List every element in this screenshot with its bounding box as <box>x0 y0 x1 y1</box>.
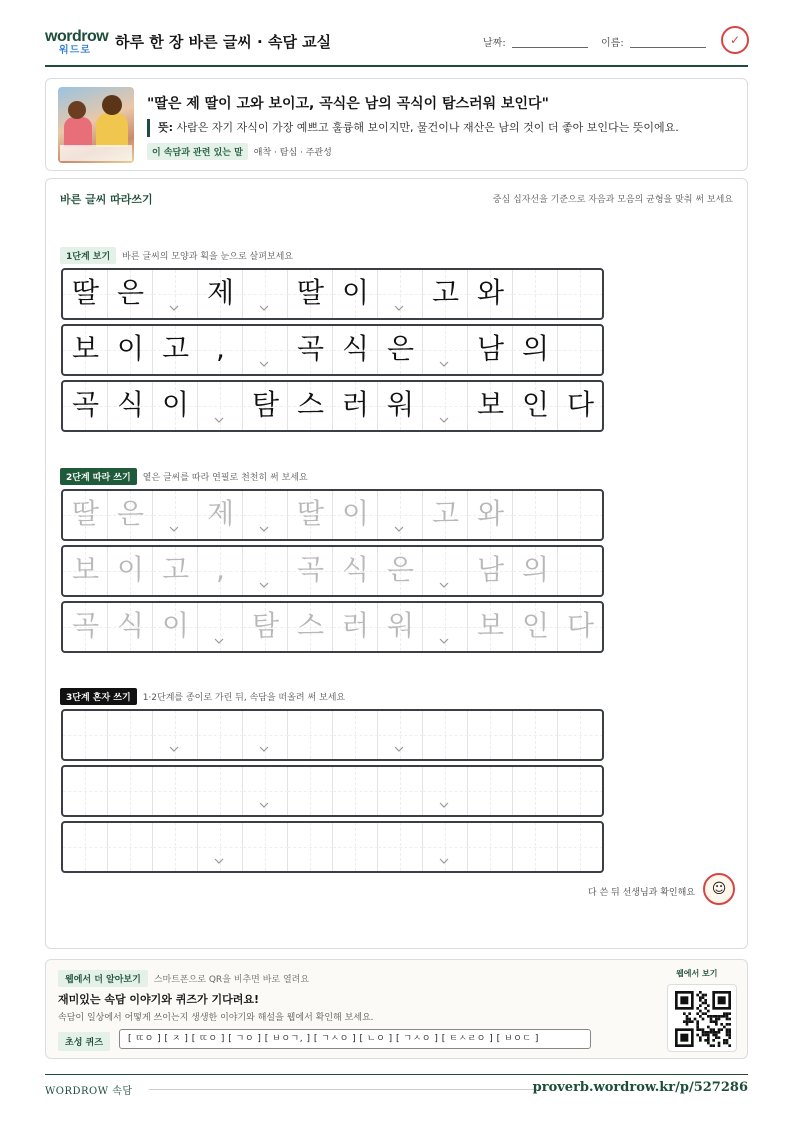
space-mark-icon <box>439 360 449 368</box>
row-char: 은 <box>386 332 415 365</box>
row-char: , <box>216 553 225 586</box>
name-field[interactable] <box>601 34 706 49</box>
grid-cell[interactable] <box>558 491 603 539</box>
row-char: 고 <box>161 553 190 586</box>
grid-cell[interactable] <box>378 603 423 651</box>
space-mark-icon <box>439 416 449 424</box>
wordrow-logo <box>45 28 107 58</box>
grid-cell[interactable] <box>63 491 108 539</box>
practice-hint: 중심 십자선을 기준으로 자음과 모음의 균형을 맞춰 써 보세요 <box>492 195 733 205</box>
grid-cell[interactable] <box>378 823 423 871</box>
grid-cell[interactable] <box>153 711 198 759</box>
grid-cell[interactable] <box>423 491 468 539</box>
grid-cell[interactable] <box>378 711 423 759</box>
footer-url[interactable]: proverb.wordrow.kr/p/527286 <box>532 1080 748 1095</box>
grid-cell <box>513 270 558 318</box>
web-tag-desc: 스마트폰으로 QR을 비추면 바로 열려요 <box>153 975 310 985</box>
space-mark-icon <box>169 304 179 312</box>
grid-cell[interactable] <box>333 823 378 871</box>
grid-cell <box>468 326 513 374</box>
web-subtext: 속담이 일상에서 어떻게 쓰이는지 생생한 이야기와 해설을 웹에서 확인해 보세요. <box>58 1013 374 1023</box>
grid-cell[interactable] <box>288 603 333 651</box>
grid-cell <box>333 326 378 374</box>
web-tag <box>58 970 309 987</box>
grid-cell <box>288 382 333 430</box>
grid-cell[interactable] <box>63 823 108 871</box>
row-char: 이 <box>341 497 370 530</box>
row-char: 와 <box>476 276 505 309</box>
grid-cell <box>243 326 288 374</box>
row-char: 고 <box>161 332 190 365</box>
row-char: 러 <box>341 609 370 642</box>
grid-cell[interactable] <box>63 767 108 815</box>
row-char: 의 <box>521 332 550 365</box>
row-char: 보 <box>476 609 505 642</box>
row-char: 식 <box>341 332 370 365</box>
grid-cell[interactable] <box>558 767 603 815</box>
grid-cell[interactable] <box>468 547 513 595</box>
footer-brand: WORDROW 속담 <box>45 1086 133 1097</box>
row-char: 스 <box>296 388 325 421</box>
grid-cell[interactable] <box>63 603 108 651</box>
row-char: 은 <box>116 276 145 309</box>
related-label: 이 속담과 관련 있는 말 <box>147 143 248 160</box>
grid-cell[interactable] <box>198 603 243 651</box>
step-1-desc: 바른 글씨의 모양과 획을 눈으로 살펴보세요 <box>122 252 293 262</box>
space-mark-icon <box>394 745 404 753</box>
date-label: 날짜: <box>483 38 506 49</box>
row-char: 남 <box>476 553 505 586</box>
grid-cell[interactable] <box>198 823 243 871</box>
grid-cell[interactable] <box>243 491 288 539</box>
row-char: 고 <box>431 276 460 309</box>
grid-cell[interactable] <box>198 711 243 759</box>
space-mark-icon <box>259 745 269 753</box>
grid-cell[interactable] <box>108 491 153 539</box>
grid-cell[interactable] <box>333 767 378 815</box>
space-mark-icon <box>169 745 179 753</box>
page-footer <box>45 1074 748 1098</box>
row-char: 곡 <box>71 388 100 421</box>
grid-cell[interactable] <box>423 823 468 871</box>
page-title: 하루 한 장 바른 글씨 · 속담 교실 <box>115 33 332 51</box>
grid-cell[interactable] <box>108 603 153 651</box>
row-char: 딸 <box>296 276 325 309</box>
grid-cell[interactable] <box>558 547 603 595</box>
grid-cell[interactable] <box>513 711 558 759</box>
check-stamp-icon: ✓ <box>721 26 749 54</box>
grid-cell[interactable] <box>378 491 423 539</box>
grid-cell <box>333 270 378 318</box>
row-char: 탐 <box>251 388 280 421</box>
grid-cell[interactable] <box>333 491 378 539</box>
grid-cell[interactable] <box>153 767 198 815</box>
date-line[interactable] <box>512 47 588 48</box>
grid-cell[interactable] <box>243 603 288 651</box>
row-char: 이 <box>161 388 190 421</box>
meaning-text: 사람은 자기 자식이 가장 예쁘고 훌륭해 보이지만, 물건이나 재산은 남의 것이 더 좋아 보인다는 뜻이에요. <box>176 121 679 134</box>
grid-cell[interactable] <box>153 603 198 651</box>
step-2 <box>60 468 308 485</box>
grid-cell <box>153 270 198 318</box>
step-3-desc: 1·2단계를 종이로 가린 뒤, 속담을 떠올려 써 보세요 <box>142 693 346 703</box>
teacher-stamp-icon: ☺ <box>703 873 735 905</box>
grid-cell[interactable] <box>513 547 558 595</box>
row-char: 딸 <box>71 276 100 309</box>
grid-cell <box>423 382 468 430</box>
grid-cell[interactable] <box>153 823 198 871</box>
grid-cell[interactable] <box>333 547 378 595</box>
grid-cell[interactable] <box>243 767 288 815</box>
related-text: 애착 · 탐심 · 주관성 <box>253 148 332 158</box>
grid-cell[interactable] <box>63 711 108 759</box>
logo-korean: 워드로 <box>59 45 91 56</box>
grid-cell[interactable] <box>288 711 333 759</box>
grid-cell[interactable] <box>288 491 333 539</box>
grid-cell <box>198 326 243 374</box>
grid-cell <box>153 382 198 430</box>
row-char: 러 <box>341 388 370 421</box>
grid-cell[interactable] <box>108 767 153 815</box>
step-3 <box>60 688 345 705</box>
space-mark-icon <box>259 525 269 533</box>
grid-cell <box>198 382 243 430</box>
proverb-card <box>45 78 748 171</box>
grid-cell <box>378 382 423 430</box>
grid-cell <box>63 382 108 430</box>
grid-cell <box>423 326 468 374</box>
space-mark-icon <box>439 581 449 589</box>
space-mark-icon <box>259 801 269 809</box>
grid-cell <box>513 326 558 374</box>
proverb-meaning <box>147 119 679 137</box>
row-char: 이 <box>161 609 190 642</box>
grid-cell[interactable] <box>288 823 333 871</box>
row-char: 워 <box>386 609 415 642</box>
related-words <box>147 143 332 160</box>
grid-cell <box>243 382 288 430</box>
space-mark-icon <box>214 416 224 424</box>
row-char: 은 <box>116 497 145 530</box>
row-char: 이 <box>341 276 370 309</box>
row-char: 보 <box>71 553 100 586</box>
row-char: 곡 <box>296 553 325 586</box>
grid-cell[interactable] <box>243 547 288 595</box>
grid-cell[interactable] <box>198 547 243 595</box>
writing-row <box>61 380 604 432</box>
done-note: 다 쓴 뒤 선생님과 확인해요 <box>587 888 695 898</box>
grid-cell[interactable] <box>288 767 333 815</box>
grid-cell <box>468 382 513 430</box>
row-char: 스 <box>296 609 325 642</box>
row-char: 제 <box>206 276 235 309</box>
qr-code[interactable] <box>667 984 737 1052</box>
row-char: 은 <box>386 553 415 586</box>
quiz-label: 초성 퀴즈 <box>58 1032 110 1051</box>
row-char: 곡 <box>71 609 100 642</box>
row-char: 와 <box>476 497 505 530</box>
step-1-label: 1단계 보기 <box>60 247 116 264</box>
row-char: 식 <box>116 609 145 642</box>
row-char: 식 <box>116 388 145 421</box>
grid-cell[interactable] <box>198 491 243 539</box>
grid-cell[interactable] <box>513 823 558 871</box>
grid-cell <box>198 270 243 318</box>
row-char: 인 <box>521 388 550 421</box>
grid-cell[interactable] <box>288 547 333 595</box>
grid-cell[interactable] <box>513 767 558 815</box>
writing-row[interactable] <box>61 709 604 761</box>
date-field[interactable] <box>483 34 588 49</box>
row-char: 남 <box>476 332 505 365</box>
space-mark-icon <box>439 801 449 809</box>
row-char: 이 <box>116 553 145 586</box>
grid-cell <box>468 270 513 318</box>
writing-row[interactable] <box>61 601 604 653</box>
space-mark-icon <box>394 304 404 312</box>
space-mark-icon <box>439 637 449 645</box>
row-char: 보 <box>476 388 505 421</box>
row-char: 고 <box>431 497 460 530</box>
grid-cell[interactable] <box>468 711 513 759</box>
row-char: 의 <box>521 553 550 586</box>
grid-cell <box>423 270 468 318</box>
space-mark-icon <box>394 525 404 533</box>
writing-row[interactable] <box>61 821 604 873</box>
step-2-label: 2단계 따라 쓰기 <box>60 468 137 485</box>
qr-label: 웹에서 보기 <box>676 969 718 978</box>
grid-cell <box>378 270 423 318</box>
web-tag-label: 웹에서 더 알아보기 <box>58 970 148 987</box>
grid-cell <box>63 326 108 374</box>
row-char: 인 <box>521 609 550 642</box>
footer-rule <box>149 1089 535 1090</box>
row-char: 제 <box>206 497 235 530</box>
grid-cell[interactable] <box>108 711 153 759</box>
grid-cell <box>558 270 603 318</box>
grid-cell <box>513 382 558 430</box>
space-mark-icon <box>259 304 269 312</box>
grid-cell <box>108 326 153 374</box>
writing-row <box>61 324 604 376</box>
grid-cell <box>558 326 603 374</box>
practice-title: 바른 글씨 따라쓰기 <box>60 193 153 206</box>
row-char: , <box>216 332 225 365</box>
row-char: 식 <box>341 553 370 586</box>
web-promo <box>45 959 748 1059</box>
grid-cell <box>108 270 153 318</box>
grid-cell[interactable] <box>153 491 198 539</box>
grid-cell[interactable] <box>468 603 513 651</box>
chosung-quiz: [ ㄸㅇ ] [ ㅈ ] [ ㄸㅇ ] [ ㄱㅇ ] [ ㅂㅇㄱ, ] [ ㄱㅅㅇ ] [ ㄴㅇ ] [ ㄱㅅㅇ ] [ ㅌㅅㄹㅇ ] [ ㅂㅇㄷ ] <box>119 1029 591 1049</box>
writing-row <box>61 268 604 320</box>
grid-cell[interactable] <box>468 491 513 539</box>
space-mark-icon <box>214 637 224 645</box>
grid-cell <box>288 270 333 318</box>
meaning-label: 뜻: <box>158 121 174 134</box>
writing-row[interactable] <box>61 489 604 541</box>
grid-cell[interactable] <box>513 491 558 539</box>
writing-row[interactable] <box>61 545 604 597</box>
grid-cell[interactable] <box>378 547 423 595</box>
step-2-desc: 옅은 글씨를 따라 연필로 천천히 써 보세요 <box>142 473 308 483</box>
page-header <box>45 22 748 67</box>
grid-cell <box>243 270 288 318</box>
grid-cell <box>378 326 423 374</box>
grid-cell <box>63 270 108 318</box>
row-char: 다 <box>566 609 595 642</box>
proverb-text: "딸은 제 딸이 고와 보이고, 곡식은 남의 곡식이 탐스러워 보인다" <box>147 96 549 112</box>
grid-cell[interactable] <box>198 767 243 815</box>
grid-cell[interactable] <box>558 603 603 651</box>
grid-cell <box>153 326 198 374</box>
grid-cell[interactable] <box>468 823 513 871</box>
grid-cell[interactable] <box>243 711 288 759</box>
space-mark-icon <box>259 581 269 589</box>
name-line[interactable] <box>630 47 706 48</box>
grid-cell[interactable] <box>558 823 603 871</box>
grid-cell[interactable] <box>423 603 468 651</box>
writing-row[interactable] <box>61 765 604 817</box>
row-char: 탐 <box>251 609 280 642</box>
space-mark-icon <box>439 857 449 865</box>
row-char: 보 <box>71 332 100 365</box>
grid-cell[interactable] <box>423 547 468 595</box>
logo-wordmark: wordrow <box>45 28 109 45</box>
space-mark-icon <box>169 525 179 533</box>
row-char: 곡 <box>296 332 325 365</box>
row-char: 딸 <box>296 497 325 530</box>
grid-cell[interactable] <box>333 711 378 759</box>
step-3-label: 3단계 혼자 쓰기 <box>60 688 137 705</box>
grid-cell[interactable] <box>423 767 468 815</box>
name-label: 이름: <box>601 38 624 49</box>
grid-cell <box>288 326 333 374</box>
grid-cell[interactable] <box>468 767 513 815</box>
web-headline: 재미있는 속담 이야기와 퀴즈가 기다려요! <box>58 993 259 1006</box>
grid-cell[interactable] <box>423 711 468 759</box>
grid-cell[interactable] <box>333 603 378 651</box>
grid-cell[interactable] <box>378 767 423 815</box>
grid-cell <box>333 382 378 430</box>
grid-cell <box>558 382 603 430</box>
practice-panel <box>45 178 748 949</box>
space-mark-icon <box>259 360 269 368</box>
grid-cell[interactable] <box>108 547 153 595</box>
step-1 <box>60 247 293 264</box>
row-char: 딸 <box>71 497 100 530</box>
grid-cell[interactable] <box>243 823 288 871</box>
grid-cell[interactable] <box>513 603 558 651</box>
row-char: 워 <box>386 388 415 421</box>
grid-cell[interactable] <box>558 711 603 759</box>
row-char: 다 <box>566 388 595 421</box>
row-char: 이 <box>116 332 145 365</box>
space-mark-icon <box>214 857 224 865</box>
grid-cell[interactable] <box>63 547 108 595</box>
proverb-illustration <box>58 87 134 163</box>
grid-cell <box>108 382 153 430</box>
qr-code-icon[interactable] <box>675 991 731 1047</box>
grid-cell[interactable] <box>108 823 153 871</box>
grid-cell[interactable] <box>153 547 198 595</box>
